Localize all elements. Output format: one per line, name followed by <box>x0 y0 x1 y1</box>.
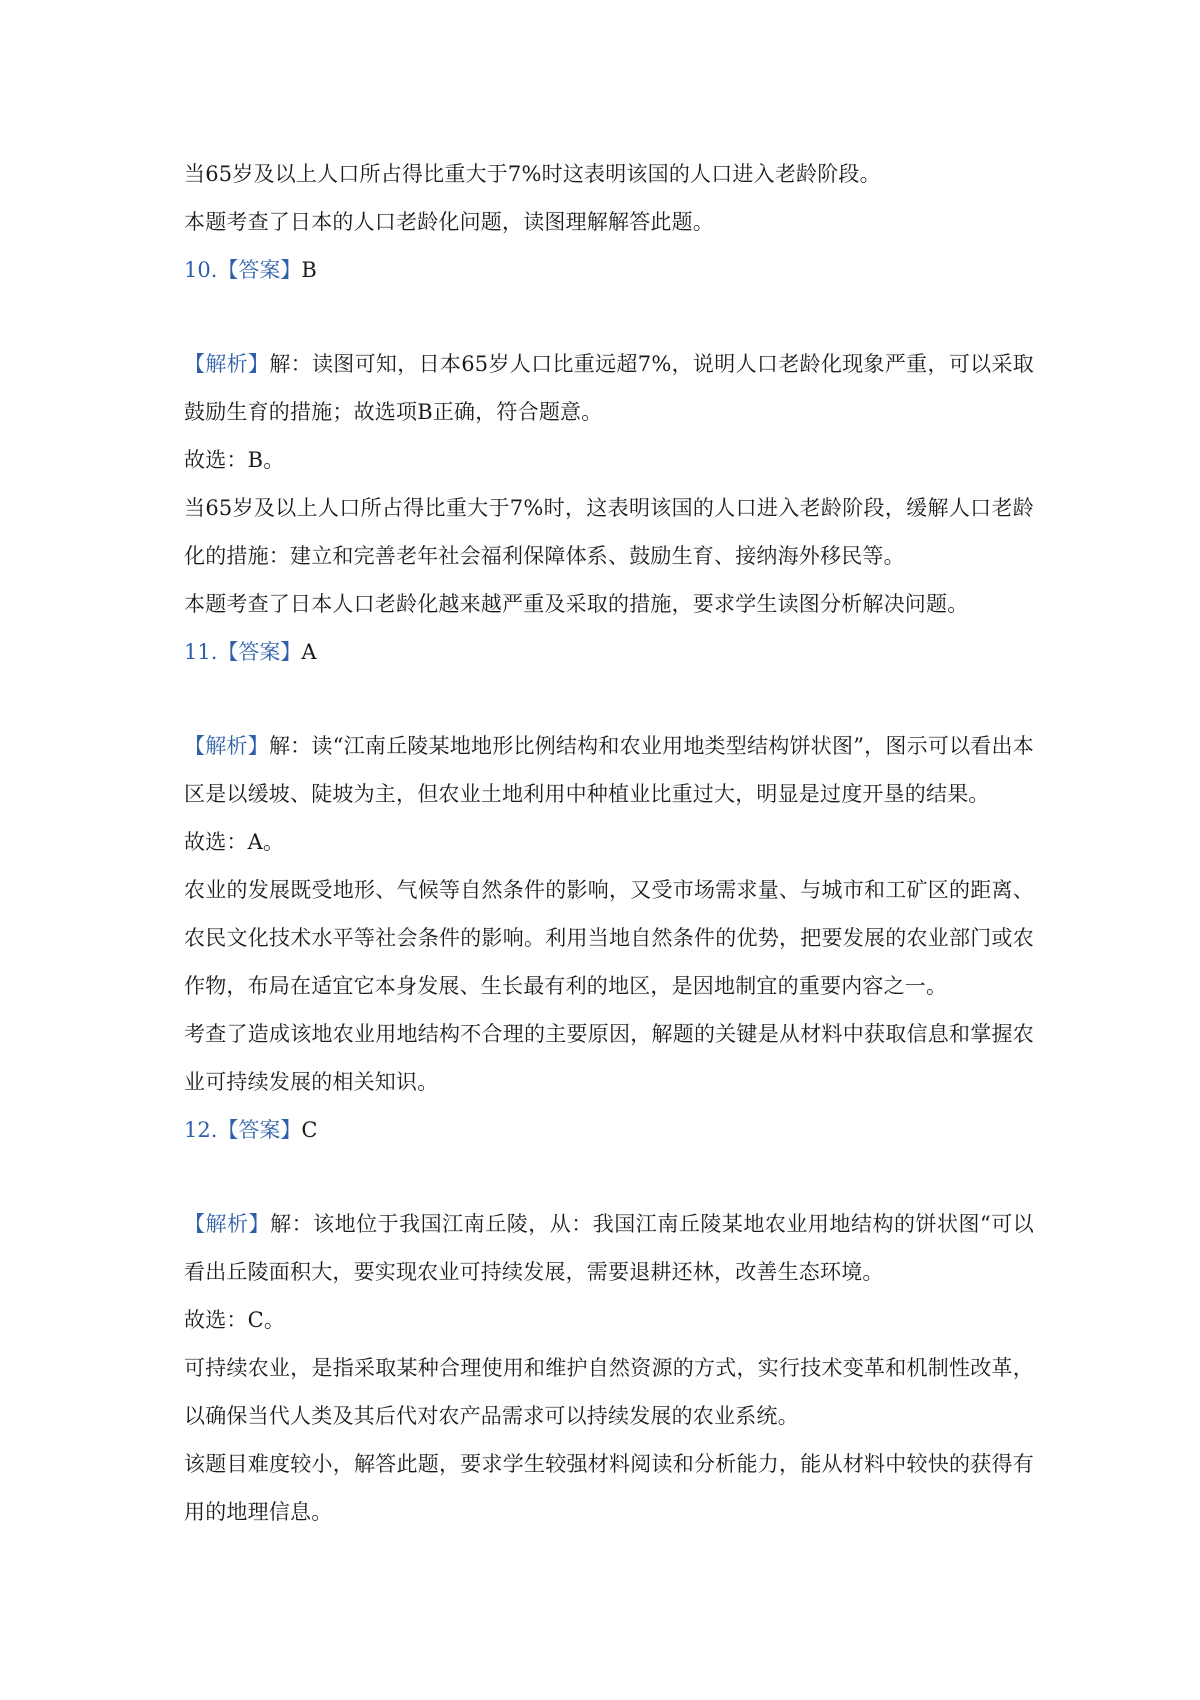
q11-number: 11. <box>184 640 218 664</box>
q12-number: 12. <box>184 1118 218 1142</box>
q11-note: 农业的发展既受地形、气候等自然条件的影响，又受市场需求量、与城市和工矿区的距离、农民文化技术水平等社会条件的影响。利用当地自然条件的优势，把要发展的农业部门或农作物，布局在适宜它本身发展、生长最有利的地区，是因地制宜的重要内容之一。 <box>184 878 1034 998</box>
q10-number: 10. <box>184 258 218 282</box>
q12-note: 可持续农业，是指采取某种合理使用和维护自然资源的方式，实行技术变革和机制性改革，以确保当代人类及其后代对农产品需求可以持续发展的农业系统。 <box>184 1356 1034 1428</box>
q12-answer-line <box>184 1106 1034 1154</box>
q12-answer: C <box>301 1118 318 1142</box>
q12-analysis <box>184 1200 1034 1296</box>
q10-choice: 故选：B。 <box>184 448 285 472</box>
q12-gap <box>184 1154 1034 1200</box>
q10-note: 当65岁及以上人口所占得比重大于7%时，这表明该国的人口进入老龄阶段，缓解人口老龄化的措施：建立和完善老年社会福利保障体系、鼓励生育、接纳海外移民等。 <box>184 496 1034 568</box>
q10-answer-line <box>184 246 1034 294</box>
q10-analysis-text: 解：读图可知，日本65岁人口比重远超7%，说明人口老龄化现象严重，可以采取鼓励生育的措施；故选项B正确，符合题意。 <box>184 352 1034 424</box>
q11-analysis-text: 解：读“江南丘陵某地地形比例结构和农业用地类型结构饼状图”，图示可以看出本区是以缓坡、陡坡为主，但农业土地利用中种植业比重过大，明显是过度开垦的结果。 <box>184 734 1034 806</box>
q12-choice: 故选：C。 <box>184 1308 286 1332</box>
q11-gap <box>184 676 1034 722</box>
q11-answer-line <box>184 628 1034 676</box>
q10-analysis <box>184 340 1034 436</box>
q11-answer: A <box>301 640 317 664</box>
q10-answer-tag: 【答案】 <box>217 258 302 282</box>
q11-analysis-tag: 【解析】 <box>184 734 269 758</box>
q12-analysis-text: 解：该地位于我国江南丘陵，从：我国江南丘陵某地农业用地结构的饼状图“可以看出丘陵面积大，要实现农业可持续发展，需要退耕还林，改善生态环境。 <box>184 1212 1034 1284</box>
q11-summary: 考查了造成该地农业用地结构不合理的主要原因，解题的关键是从材料中获取信息和掌握农业可持续发展的相关知识。 <box>184 1022 1034 1094</box>
q10-analysis-tag: 【解析】 <box>184 352 270 376</box>
q11-choice: 故选：A。 <box>184 830 285 854</box>
q11-answer-tag: 【答案】 <box>217 640 302 664</box>
document-content <box>184 150 1034 1536</box>
q12-summary: 该题目难度较小，解答此题，要求学生较强材料阅读和分析能力，能从材料中较快的获得有用的地理信息。 <box>184 1452 1034 1524</box>
q12-analysis-tag: 【解析】 <box>184 1212 271 1236</box>
prev-tail-line-2: 本题考查了日本的人口老龄化问题，读图理解解答此题。 <box>184 210 714 234</box>
q12-answer-tag: 【答案】 <box>217 1118 302 1142</box>
q10-answer: B <box>301 258 317 282</box>
q10-gap <box>184 294 1034 340</box>
q10-summary: 本题考查了日本人口老龄化越来越严重及采取的措施，要求学生读图分析解决问题。 <box>184 592 969 616</box>
prev-tail-line-1: 当65岁及以上人口所占得比重大于7%时这表明该国的人口进入老龄阶段。 <box>184 162 881 186</box>
q11-analysis <box>184 722 1034 818</box>
